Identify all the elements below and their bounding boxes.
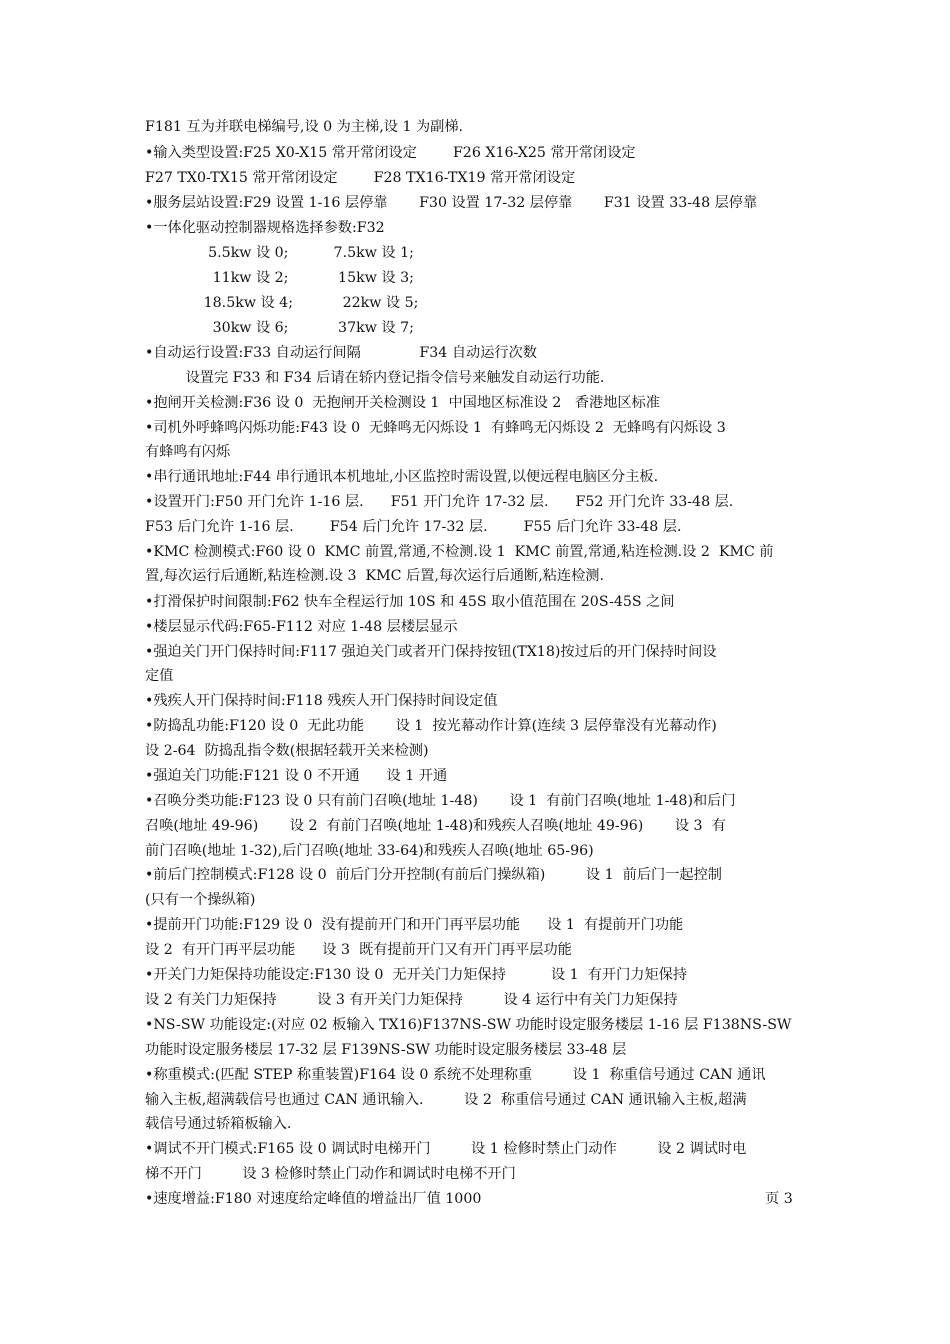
text-line: F53 后门允许 1-16 层. F54 后门允许 17-32 层. F55 后门允许 33-48 层. — [145, 519, 682, 535]
text-line: 功能时设定服务楼层 17-32 层 F139NS-SW 功能时设定服务楼层 33-48 层 — [145, 1042, 627, 1058]
text-line: (只有一个操纵箱) — [145, 892, 256, 908]
text-line: F181 互为并联电梯编号,设 0 为主梯,设 1 为副梯. — [145, 119, 464, 135]
text-line: •打滑保护时间限制:F62 快车全程运行加 10S 和 45S 取小值范围在 20S-45S 之间 — [145, 594, 675, 610]
text-line: 置,每次运行后通断,粘连检测.设 3 KMC 后置,每次运行后通断,粘连检测. — [145, 568, 604, 584]
text-line: 5.5kw 设 0; 7.5kw 设 1; — [145, 245, 414, 261]
text-line: •输入类型设置:F25 X0-X15 常开常闭设定 F26 X16-X25 常开常闭设定 — [145, 145, 636, 161]
page-number: 页 3 — [765, 1191, 793, 1207]
text-line: 30kw 设 6; 37kw 设 7; — [145, 320, 414, 336]
text-line: •NS-SW 功能设定:(对应 02 板输入 TX16)F137NS-SW 功能时设定服务楼层 1-16 层 F138NS-SW — [145, 1017, 792, 1033]
text-line: •一体化驱动控制器规格选择参数:F32 — [145, 220, 385, 236]
text-line: •开关门力矩保持功能设定:F130 设 0 无开关门力矩保持 设 1 有开门力矩保持 — [145, 967, 688, 983]
text-line: 定值 — [145, 668, 174, 684]
text-line: •设置开门:F50 开门允许 1-16 层. F51 开门允许 17-32 层. F52 开门允许 33-48 层. — [145, 494, 734, 510]
text-line: •服务层站设置:F29 设置 1-16 层停靠 F30 设置 17-32 层停靠 F31 设置 33-48 层停靠 — [145, 195, 758, 211]
text-line: 有蜂鸣有闪烁 — [145, 444, 231, 460]
text-line: 设 2-64 防捣乱指令数(根据轻载开关来检测) — [145, 743, 429, 759]
text-line: 设 2 有关门力矩保持 设 3 有开关门力矩保持 设 4 运行中有关门力矩保持 — [145, 992, 678, 1008]
text-line: 梯不开门 设 3 检修时禁止门动作和调试时电梯不开门 — [145, 1166, 516, 1182]
text-line: 18.5kw 设 4; 22kw 设 5; — [145, 295, 419, 311]
text-line: •调试不开门模式:F165 设 0 调试时电梯开门 设 1 检修时禁止门动作 设 2 调试时电 — [145, 1141, 747, 1157]
text-line: 输入主板,超满载信号也通过 CAN 通讯输入. 设 2 称重信号通过 CAN 通讯输入主板,超满 — [145, 1092, 747, 1108]
text-line: •强迫关门功能:F121 设 0 不开通 设 1 开通 — [145, 768, 448, 784]
text-line: •召唤分类功能:F123 设 0 只有前门召唤(地址 1-48) 设 1 有前门召唤(地址 1-48)和后门 — [145, 793, 736, 809]
text-line: •强迫关门开门保持时间:F117 强迫关门或者开门保持按钮(TX18)按过后的开门保持时间设 — [145, 644, 717, 660]
text-line: 11kw 设 2; 15kw 设 3; — [145, 270, 414, 286]
text-line: •残疾人开门保持时间:F118 残疾人开门保持时间设定值 — [145, 693, 498, 709]
text-line: 设置完 F33 和 F34 后请在轿内登记指令信号来触发自动运行功能. — [145, 370, 605, 386]
text-line: •抱闸开关检测:F36 设 0 无抱闸开关检测设 1 中国地区标准设 2 香港地区标准 — [145, 395, 660, 411]
text-line: •自动运行设置:F33 自动运行间隔 F34 自动运行次数 — [145, 345, 537, 361]
text-line: 设 2 有开门再平层功能 设 3 既有提前开门又有开门再平层功能 — [145, 942, 572, 958]
text-line: •串行通讯地址:F44 串行通讯本机地址,小区监控时需设置,以便远程电脑区分主板. — [145, 469, 659, 485]
text-line: •前后门控制模式:F128 设 0 前后门分开控制(有前后门操纵箱) 设 1 前后门一起控制 — [145, 867, 722, 883]
text-line: 前门召唤(地址 1-32),后门召唤(地址 33-64)和残疾人召唤(地址 65-96) — [145, 843, 594, 859]
text-line: 载信号通过轿箱板输入. — [145, 1116, 292, 1132]
text-line: •楼层显示代码:F65-F112 对应 1-48 层楼层显示 — [145, 619, 458, 635]
text-line: •提前开门功能:F129 设 0 没有提前开门和开门再平层功能 设 1 有提前开门功能 — [145, 917, 684, 933]
text-line: •称重模式:(匹配 STEP 称重装置)F164 设 0 系统不处理称重 设 1 称重信号通过 CAN 通讯 — [145, 1067, 766, 1083]
text-line: F27 TX0-TX15 常开常闭设定 F28 TX16-TX19 常开常闭设定 — [145, 170, 576, 186]
text-line: •KMC 检测模式:F60 设 0 KMC 前置,常通,不检测.设 1 KMC 前置,常通,粘连检测.设 2 KMC 前 — [145, 544, 774, 560]
text-line: •速度增益:F180 对速度给定峰值的增益出厂值 1000 — [145, 1191, 482, 1207]
text-line: •防捣乱功能:F120 设 0 无此功能 设 1 按光幕动作计算(连续 3 层停靠没有光幕动作) — [145, 718, 717, 734]
text-line: •司机外呼蜂鸣闪烁功能:F43 设 0 无蜂鸣无闪烁设 1 有蜂鸣无闪烁设 2 无蜂鸣有闪烁设 3 — [145, 420, 726, 436]
text-line: 召唤(地址 49-96) 设 2 有前门召唤(地址 1-48)和残疾人召唤(地址 49-96) 设 3 有 — [145, 818, 726, 834]
